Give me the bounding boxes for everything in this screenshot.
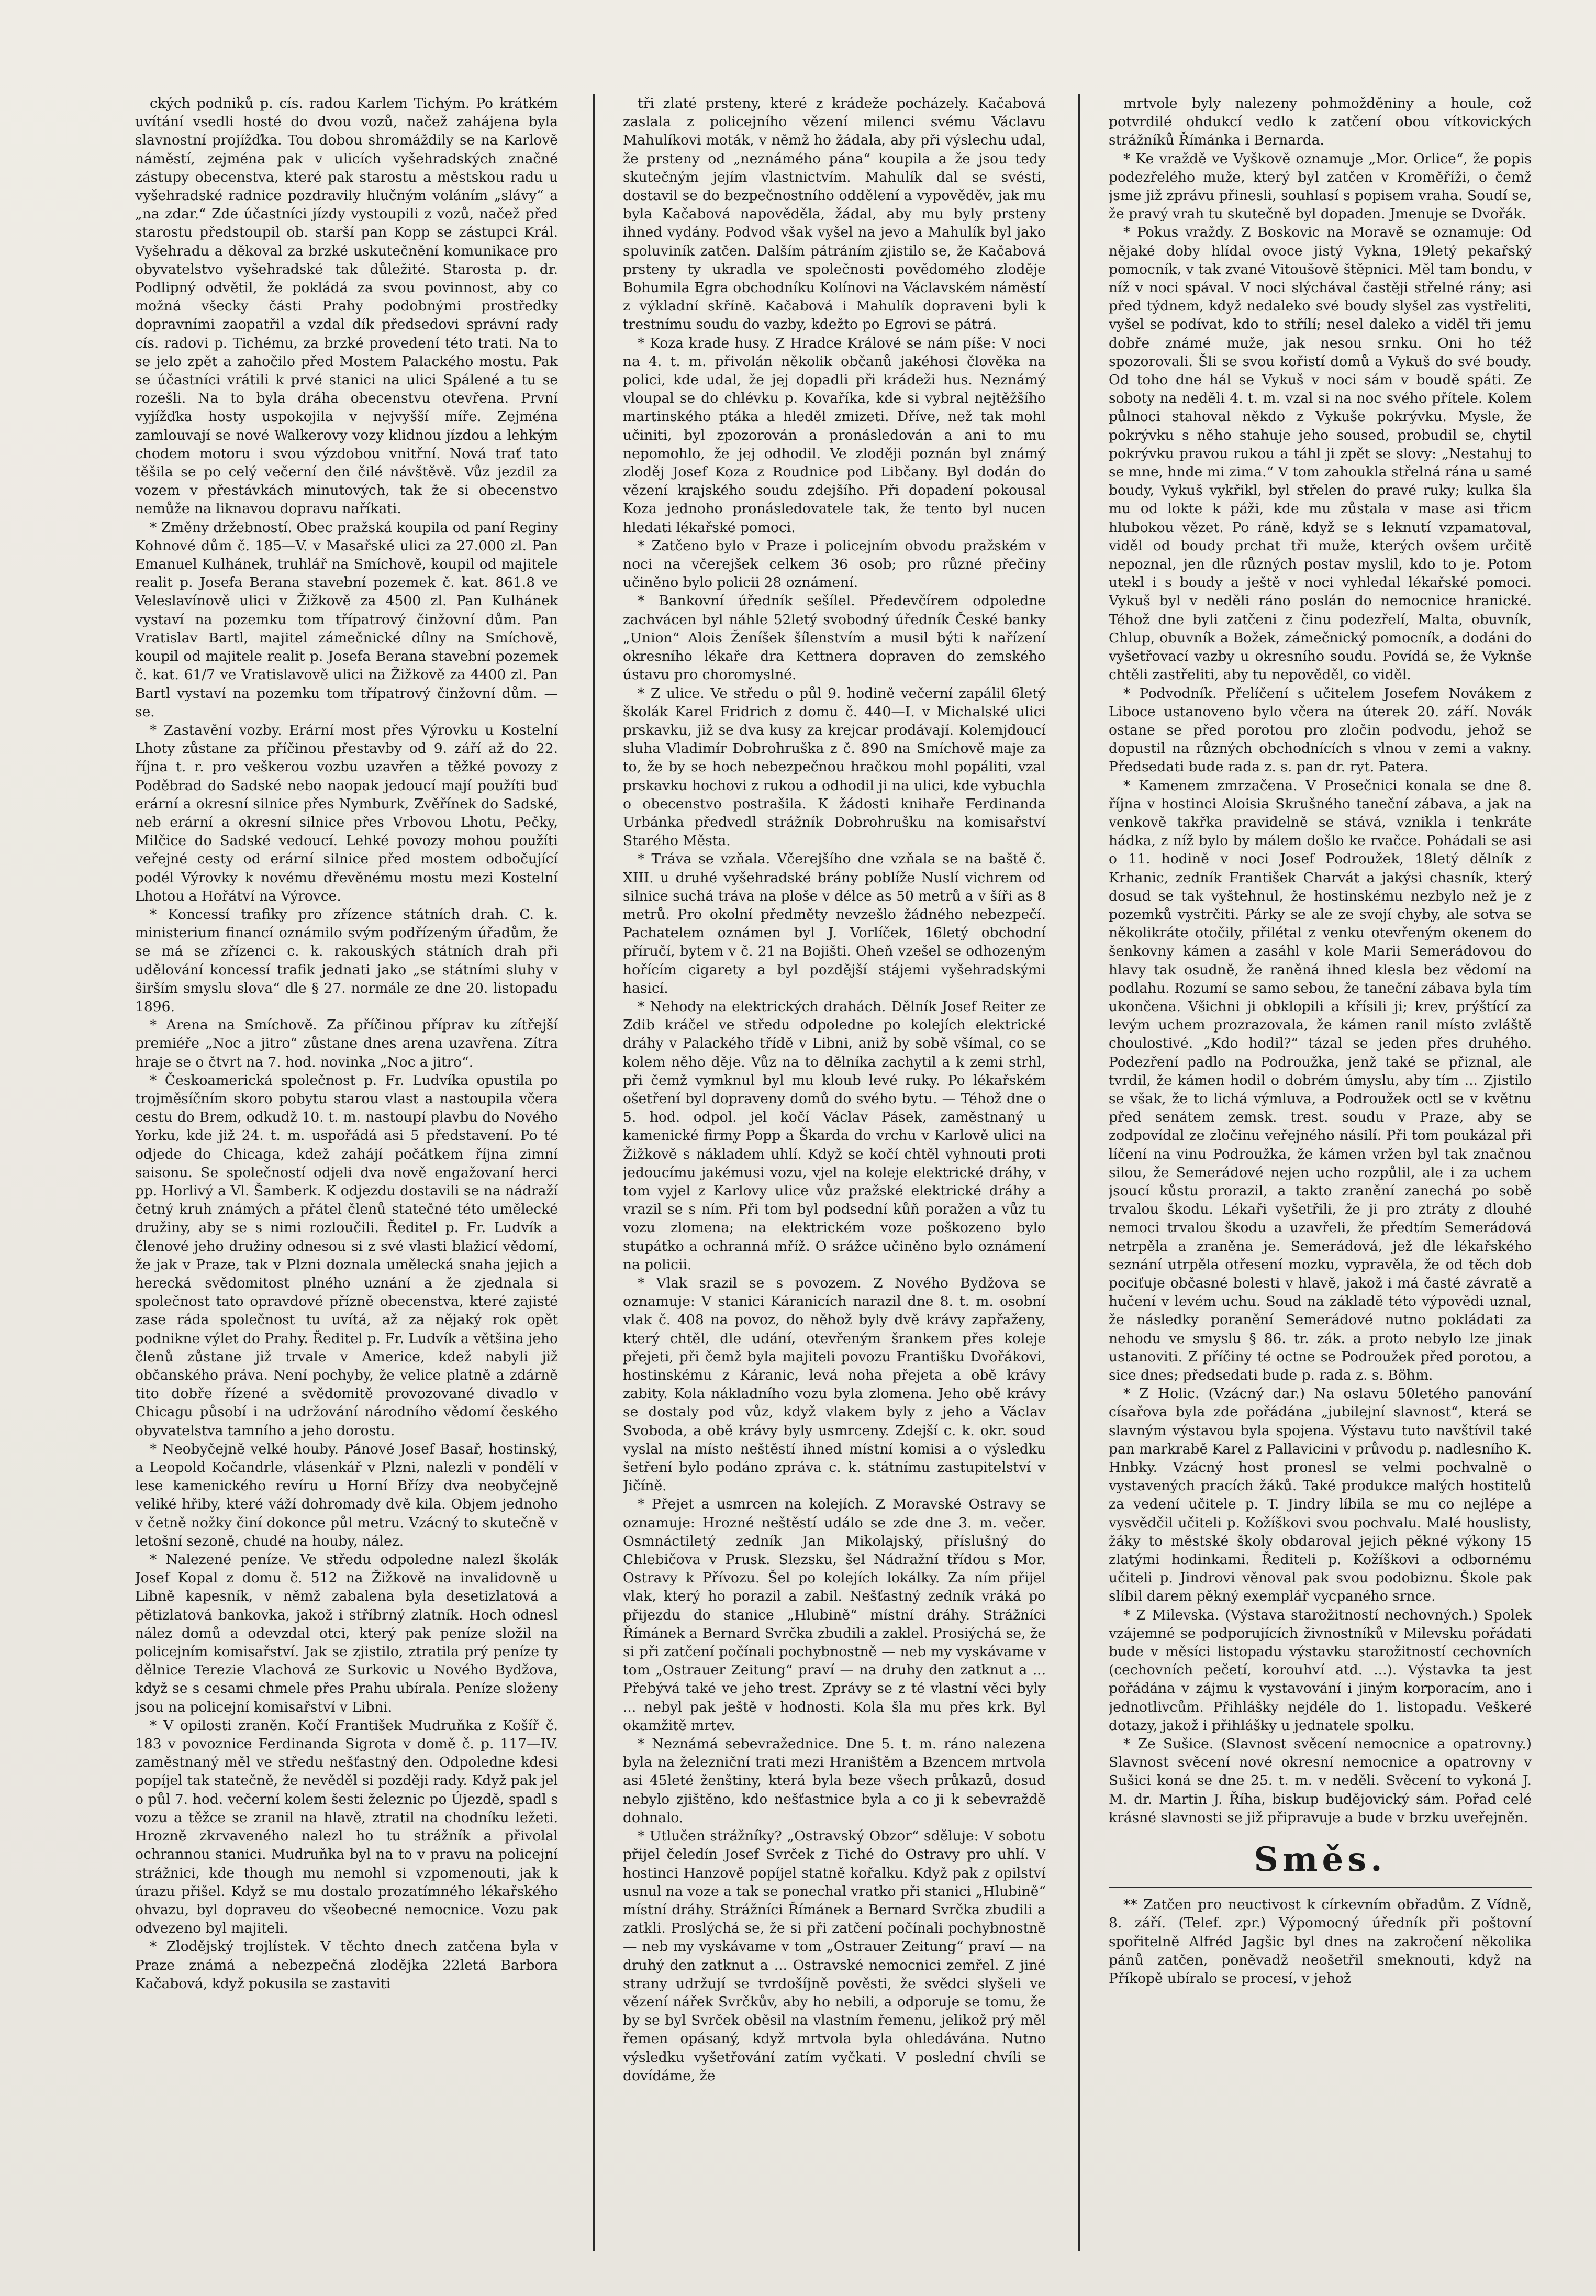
article-paragraph: tři zlaté prsteny, které z krádeže pocházely. Kačabová zaslala z policejního vězení milenci svému Václavu Mahulíkovi moták, v němž ho žádala, aby při výslechu udal, že prsteny od „neznámého pána“ koupila a že jsou tedy skutečným jejím vlastnictvím. Mahulík dal se svésti, dostavil se do bezpečnostního oddělení a vypověděv, jak mu byla Kačabová napověděla, žádal, aby mu byly prsteny ihned vydány. Podvod však vyšel na jevo a Mahulík byl jako spoluviník zatčen. Dalším pátráním zjistilo se, že Kačabová prsteny ty ukradla ve společnosti povědomého zloděje Bohumila Egra obchodníku Kolínovi na Václavském náměstí z výkladní skříně. Kačabová i Mahulík dopraveni byli k trestnímu soudu do vazby, kdežto po Egrovi se pátrá. <box>623 95 1046 333</box>
article-paragraph: * Přejet a usmrcen na kolejích. Z Moravské Ostravy se oznamuje: Hrozné neštěstí událo se zde dne 3. m. večer. Osmnáctiletý zedník Jan Mikolajský, příslušný do Chlebičova v Prusk. Slezsku, šel Nádražní třídou s Mor. Ostravy k Přívozu. Šel po kolejích lokálky. Za ním přijel vlak, který ho porazil a zabil. Nešťastný zedník vráká po přijezdu do stanice „Hlubině“ místní dráhy. Strážníci Římánek a Bernard Svrčka zbudili a zaklel. Prosiýchá se, že si při zatčení počínali pochybnostně — neb my vyskávame v tom „Ostrauer Zeitung“ praví — na druhy den zatknut a ... Přebývá také ve jeho trest. Zprávy se z té vlastní věci byly ... nebyl pak ještě v hodnosti. Kola šla mu přes krk. Byl okamžitě mrtev. <box>623 1496 1046 1734</box>
article-paragraph: ** Zatčen pro neuctivost k církevním obřadům. Z Vídně, 8. září. (Telef. zpr.) Výpomocný úředník při poštovní spořitelně Alfréd Jagšic byl dnes na zakročení několika pánů zatčen, poněvadž neošetřil smeknouti, když na Příkopě ubíralo se procesí, v jehož <box>1109 1896 1532 1987</box>
article-paragraph: * Nalezené peníze. Ve středu odpoledne nalezl školák Josef Kopal z domu č. 512 na Žižkově na invalidovně u Libně kapesník, v němž zabalena byla desetizlatová a pětizlatová bankovka, jakož i stříbrný zlatník. Hoch odnesl nález domů a odevzdal otci, který pak peníze složil na policejním komisařství. Jak se zjistilo, ztratila prý peníze ty dělnice Terezie Vlachová ze Surkovic u Nového Bydžova, když se s cesami chmele přes Prahu ubírala. Peníze složeny jsou na policejní komisařství v Libni. <box>135 1551 558 1715</box>
article-paragraph: * Zatčeno bylo v Praze i policejním obvodu pražském v noci na včerejšek celkem 36 osob; pro různé přečiny učiněno bylo policii 28 oznámení. <box>623 537 1046 591</box>
article-paragraph: mrtvole byly nalezeny pohmožděniny a houle, což potvrdilé ohdukcí vedlo k zatčení obou vítkovických strážníků Římánka i Bernarda. <box>1109 95 1532 149</box>
article-paragraph: * Koza krade husy. Z Hradce Králové se nám píše: V noci na 4. t. m. přivolán několik občanů jakéhosi člověka na polici, kde udal, že jej dopadli při krádeži hus. Neznámý vloupal se do chlévku p. Kovaříka, kde si vybral nejtěžšího martinského ptáka a hleděl zmizeti. Dříve, než tak mohl učiniti, byl zpozorován a pronásledován a ani to mu nepomohlo, že jej odhodil. Ve zloději poznán byl známý zloděj Josef Koza z Roudnice pod Libčany. Byl dodán do vězení krajského soudu zdejšího. Při dopadení pokousal Koza jednoho pronásledovatele tak, že tento byl nucen hledati lékařské pomoci. <box>623 335 1046 536</box>
article-paragraph: * Zlodějský trojlístek. V těchto dnech zatčena byla v Praze známá a nebezpečná zlodějka 22letá Barbora Kačabová, když pokusila se zastaviti <box>135 1938 558 1992</box>
column-2 <box>623 94 1046 2251</box>
article-paragraph: * Ze Sušice. (Slavnost svěcení nemocnice a opatrovny.) Slavnost svěcení nové okresní nemocnice a opatrovny v Sušici koná se dne 25. t. m. v neděli. Svěcení to vykoná J. M. dr. Martin J. Říha, biskup budějovický sám. Pořad celé krásné slavnosti se již připravuje a bude v brzku uveřejněn. <box>1109 1736 1532 1826</box>
article-paragraph: * Z Holic. (Vzácný dar.) Na oslavu 50letého panování císařova byla zde pořádána „jubilejní slavnost“, která se slavným výstavou byla spojena. Výstavu tuto navštívil také pan markrabě Karel z Pallavicini v průvodu p. nadlesního K. Hnbky. Vzácný host pronesl se velmi pochvalně o vystavených pracích žáků. Také produkce malých hostitelů za vedení učitele p. T. Jindry líbila se mu co nejlépe a vysvědčil učiteli p. Kožíškovi svou pochvalu. Malé houslisty, žáky to městské školy obdaroval jejich pěkné výkony 15 zlatými hodinkami. Řediteli p. Kožíškovi a odbornému učiteli p. Jindrovi věnoval pak svou podobiznu. Škole pak slíbil darem pěkný exemplář vycpaného srnce. <box>1109 1385 1532 1605</box>
article-paragraph: * Nehody na elektrických drahách. Dělník Josef Reiter ze Zdib kráčel ve středu odpoledne po kolejích elektrické dráhy v Palackého třídě v Libni, aniž by sobě všímal, co se kolem něho děje. Vůz na to dělníka zachytil a k zemi strhl, při čemž vymknul byl mu kloub levé ruky. Po lékařském ošetření byl dopraveny domů do svého bytu. — Téhož dne o 5. hod. odpol. jel kočí Václav Pásek, zaměstnaný u kamenické firmy Popp a Škarda do vrchu v Karlově ulici na Žižkově s nákladem uhlí. Když se kočí chtěl vyhnouti proti jedoucímu jakémusi vozu, vjel na koleje elektrické dráhy, v tom vyjel z Karlovy ulice vůz pražské elektrické dráhy a vrazil se s ním. Při tom byl podsední kůň poražen a vůz tu vozu zlomena; na elektrickém voze poškozeno bylo stupátko a ochranná mříž. O srážce učiněno bylo oznámení na policii. <box>623 998 1046 1273</box>
section-heading-smes: Směs. <box>1254 1840 1387 1880</box>
article-paragraph: ckých podniků p. cís. radou Karlem Tichým. Po krátkém uvítání vsedli hosté do dvou vozů, načež zahájena byla slavnostní projížďka. Tou dobou shromáždily se na Karlově náměstí, zejména pak v ulicích vyšehradských značné zástupy obecenstva, které pak starostu a městskou radu u vyšehradské radnice pozdravily hlučným voláním „slávy“ a „na zdar.“ Zde účastníci jízdy vystoupili z vozů, načež před starostu předstoupil ob. starší pan Kopp se zástupci Král. Vyšehradu a děkoval za brzké uskutečnění komunikace pro obyvatelstvo vyšehradské tak důležité. Starosta p. dr. Podlipný odvětil, že pokládá za svou povinnost, aby co možná všecky části Prahy podobnými prostředky dopravními zaopatřil a vzdal dík předsedovi správní rady cís. radovi p. Tichému, za brzké provedení této trati. Na to se jelo zpět a zahočilo před Mostem Palackého mostu. Pak se účastníci vrátili k prvé stanici na ulici Spálené a tu se rozešli. Na to byla dráha obecenstvu otevřena. První vyjížďka hosty uspokojila v nejvyšší míře. Zejména zamlouvají se nové Walkerovy vozy klidnou jízdou a lehkým chodem motoru i svou výzdobou vnitřní. Nová trať tato těšila se po celý večerní den čilé návštěvě. Vůz jezdil za vozem v přestávkách minutových, tak že si obecenstvo nemůže na liknavou dopravu naříkati. <box>135 95 558 517</box>
column-3 <box>1109 94 1532 2251</box>
article-paragraph: * Zastavění vozby. Erární most přes Výrovku u Kostelní Lhoty zůstane za příčinou přestavby od 9. září až do 22. října t. r. pro veškerou vozbu uzavřen a těžké povozy z Poděbrad do Sadské nebo naopak jedoucí mají použíti buď erární a okresní silnice přes Nymburk, Zvěřínek do Sadské, neb erární a okresní silnice přes Vrbovou Lhotu, Pečky, Milčice do Sadské vedoucí. Lehké povozy mohou použíti veřejné cesty od erární silnice před mostem odbočující podél Výrovky k novému dřevěnému mostu mezi Kostelní Lhotou a Hořátví na Výrovce. <box>135 722 558 904</box>
article-paragraph: * Koncessí trafiky pro zřízence státních drah. C. k. ministerium financí oznámilo svým podřízeným úřadům, že se má se zřízenci c. k. rakouských státních drah při udělování koncessí trafik jednati jako „se státními sluhy v širším smyslu slova“ dle § 27. normále ze dne 20. listopadu 1896. <box>135 906 558 1015</box>
article-paragraph: * Českoamerická společnost p. Fr. Ludvíka opustila po trojměsíčním skoro pobytu starou vlast a nastoupila včera cestu do Brem, odkudž 10. t. m. nastoupí plavbu do Nového Yorku, kde již 24. t. m. uspořádá asi 5 představení. Po té odjede do Chicaga, kdež zahájí počátkem října zimní saisonu. Se společností odjeli dva nově engažovaní herci pp. Horlivý a Vl. Šamberk. K odjezdu dostavili se na nádraží četný kruh známých a přátel členů statečné této umělecké družiny, aby se s nimi rozloučili. Ředitel p. Fr. Ludvík a členové jeho družiny odnesou si z své vlasti blažicí vědomí, že jak v Praze, tak v Plzni doznala umělecká snaha jejich a herecká svědomitost plného uznání a že zjednala si společnost tato opravdové přízně obecenstva, které zajisté zase ráda společnost tu uvítá, až za nějaký rok opět podnikne výlet do Prahy. Ředitel p. Fr. Ludvík a většina jeho členů zůstane již trvale v Americe, kdež nabyli již občanského práva. Není pochyby, že velice platně a zdárně tito dobře řízené a svědomitě provozované divadlo v Chicagu působí i na udržování národního vědomí českého obyvatelstva tamního a jeho dorostu. <box>135 1072 558 1439</box>
article-paragraph: * Tráva se vzňala. Včerejšího dne vzňala se na baště č. XIII. u druhé vyšehradské brány poblíže Nuslí vichrem od silnice suchá tráva na ploše v délce as 50 metrů a v šíři as 8 metrů. Pro okolní předměty nevzešlo žádného nebezpečí. Pachatelem oznámen byl J. Vorlíček, 16letý obchodní příručí, bytem v č. 21 na Bojišti. Oheň vzešel se odhozeným hořícím cigarety a byl pozdější stájemi vyšehradskými hasicí. <box>623 851 1046 996</box>
column-rule-2 <box>1078 94 1080 2251</box>
article-paragraph: * Změny držebností. Obec pražská koupila od paní Reginy Kohnové dům č. 185—V. v Masařské ulici za 27.000 zl. Pan Emanuel Kulhánek, truhlář na Smíchově, koupil od majitele realit p. Josefa Berana stavební pozemek č. kat. 861.8 ve Veleslavínově ulici v Žižkově za 4500 zl. Pan Kulhánek vystaví na pozemku tom třípatrový činžovní dům. Pan Vratislav Bartl, majitel zámečnické dílny na Smíchově, koupil od majitele realit p. Josefa Berana stavební pozemek č. kat. 61/7 ve Vratislavově ulici na Žižkově za 4400 zl. Pan Bartl vystaví na pozemku tom třípatrový činžovní dům. —se. <box>135 519 558 720</box>
article-paragraph: * Utlučen strážníky? „Ostravský Obzor“ sděluje: V sobotu přijel čeledín Josef Svrček z Tiché do Ostravy pro uhlí. V hostinci Hanzově popíjel statně kořalku. Když pak z opilství usnul na voze a tak se ponechal vratko při stanici „Hlubině“ místní dráhy. Strážníci Římánek a Bernard Svrčka zbudili a zatkli. Proslýchá se, že si při zatčení počínali pochybnostně — neb my vyskávame v tom „Ostrauer Zeitung“ praví — na druhý den zatknut a ... Ostravské nemocnici zemřel. Z jiné strany udržují se tvrdošíjně pověsti, že svědci slyšeli ve vězení nářek Svrčkův, aby ho nebili, a odporuje se tomu, že by se byl Svrček oběsil na vlastním řemenu, jelikož prý měl řemen opásaný, když mrtvola byla ohledávána. Nutno výsledku vyšetřování zatím vyčkati. V poslední chvíli se dovídáme, že <box>623 1828 1046 2084</box>
article-paragraph: * Ke vraždě ve Vyškově oznamuje „Mor. Orlice“, že popis podezřelého muže, který byl zatčen v Kroměříži, o čemž jsme již zprávu přinesli, souhlasí s popisem vraha. Soudí se, že pravý vrah tu skutečně byl dopaden. Jmenuje se Dvořák. <box>1109 150 1532 223</box>
article-paragraph: * Neobyčejně velké houby. Pánové Josef Basař, hostinský, a Leopold Kočandrle, vlásenkář v Plzni, nalezli v pondělí v lese kamenického revíru u Horní Břízy dva neobyčejně veliké hřiby, které váží dohromady dvě kila. Objem jednoho v četně nožky činí dokonce půl metru. Vzácný to skutečně v letošní sezoně, chudé na houby, nález. <box>135 1440 558 1549</box>
article-paragraph: * Neznámá sebevražednice. Dne 5. t. m. ráno nalezena byla na železniční trati mezi Hraništěm a Bzencem mrtvola asi 45leté ženštiny, která byla beze všech průkazů, dosud nebylo zjištěno, kdo nešťastnice byla a co ji k sebevraždě dohnalo. <box>623 1736 1046 1826</box>
article-paragraph: * Podvodník. Přelíčení s učitelem Josefem Novákem z Liboce ustanoveno bylo včera na úterek 20. září. Novák ostane se před porotou pro zločin podvodu, jehož se dopustil na různých obchodnících s vlnou v zemi a vakny. Předsedati bude rada z. s. pan dr. ryt. Patera. <box>1109 685 1532 775</box>
article-paragraph: * Pokus vraždy. Z Boskovic na Moravě se oznamuje: Od nějaké doby hlídal ovoce jistý Vykna, 19letý pekařský pomocník, v tak zvané Vitoušově štěpnici. Měl tam bondu, v níž v noci spával. V noci slýchával častěji střelné rány; asi před týdnem, když nedaleko své boudy slyšel zas vystřeliti, vyšel se podívat, kdo to střílí; nesel daleko a viděl tři jemu dobře známé muže, jak nesou srnku. Oni ho též spozorovali. Šli se svou kořistí domů a Vykuš do své boudy. Od toho dne hál se Vykuš v noci sám v boudě spáti. Ze soboty na neděli 4. t. m. vzal si na noc svého přítele. Kolem půlnoci stahoval někdo z Vykuše pokrývku. Mysle, že pokrývku s něho stahuje jeho soused, probudil se, chytil pokrývku pravou rukou a táhl ji zpět se slovy: „Nestahuj to se mne, hnde mi zima.“ V tom zahoukla střelná rána u samé boudy, Vykuš vykřikl, byl střelen do pravé ruky; kulka šla mu od lokte k páži, kde mu zůstala v mase asi třicm hlubokou vězet. Po ráně, když se s leknutí vzpamatoval, viděl od boudy prchat tři muže, kterých ovšem určitě nepoznal, jen dle různých postav myslil, kdo to je. Potom utekl i s boudy a ještě v noci vyhledal lékařské pomoci. Vykuš byl v neděli ráno poslán do nemocnice hranické. Téhož dne byli zatčeni z činu podezřelí, Malta, obuvník, Chlup, obuvník a Božek, zámečnický pomocník, a dodáni do vyšetřovací vazby u okresního soudu. Povídá se, že Vyknše chtěli zastřeliti, aby tu nepověděl, co viděl. <box>1109 224 1532 683</box>
article-paragraph: * Kamenem zmrzačena. V Prosečnici konala se dne 8. října v hostinci Aloisia Skrušného taneční zábava, a jak na venkově takřka pravidelně se stává, vznikla i tenkráte hádka, z níž bylo by málem došlo ke rvačce. Pohádali se asi o 11. hodině v noci Josef Podroužek, 18letý dělník z Krhanic, zedník František Charvát a jakýsi chasník, který dosud se tak vyštehnul, že hostinskému nezbylo než je z pozemků vystrčiti. Párky se ale ze svojí chyby, ale sotva se několikráte otočily, přilétal z venku otevřeným okenem do šenkovny kámen a zasáhl v kole Marii Semerádovou do hlavy tak osudně, že raněná ihned klesla bez vědomí na podlahu. Rozumí se samo sebou, že taneční zábava byla tím ukončena. Všichni ji obklopili a křísili ji; krev, prýštící za levým uchem prozrazovala, že kámen ranil místo zvláště choulostivé. „Kdo hodil?“ tázal se jeden přes druhého. Podezření padlo na Podroužka, jenž také se přiznal, ale tvrdil, že kámen hodil o dobrém úmyslu, aby tím ... Zjistilo se však, že to lichá výmluva, a Podroužek octl se v květnu před senátem zemsk. trest. soudu v Praze, aby se zodpovídal ze zločinu veřejného násilí. Při tom poukázal při líčení na vinu Podroužka, že kámen vržen byl tak značnou silou, že Semerádové nejen ucho rozpůlil, ale i za uchem jsoucí kůstu prorazil, a takto zranění zanechá po sobě trvalou škodu. Lékaři vyšetřili, že ji pro ztráty z dlouhé nemoci trvalou škodu a uzavřeli, že předtím Semerádová netrpěla a zraněna je. Semerádová, jež dle lékařského seznání utrpěla otřesení mozku, vypravěla, že od těch dob pociťuje občasné bolesti v hlavě, jakož i má časté závratě a hučení v levém uchu. Soud na základě této výpovědi uznal, že následky poranění Semerádové nutno pokládati za nehodu ve smyslu § 86. tr. zák. a proto nebylo lze jinak ustanoviti. Z příčiny té octne se Podroužek před porotou, a sice dnes; předsedati bude p. rada z. s. Böhm. <box>1109 777 1532 1384</box>
article-paragraph: * Z ulice. Ve středu o půl 9. hodině večerní zapálil 6letý školák Karel Fridrich z domu č. 440—I. v Michalské ulici prskavku, již se dva kusy za krejcar prodávají. Kolemjdoucí sluha Vladimír Dobrohruška z č. 890 na Smíchově maje za to, že by se hoch nebezpečnou hračkou mohl popáliti, vzal prskavku hochovi z rukou a odhodil ji na ulici, kde vybuchla o obecenstvo postrašila. K žádosti knihaře Ferdinanda Urbánka předvedl strážník Dobrohrušku na komisařství Starého Města. <box>623 685 1046 849</box>
article-paragraph: * Vlak srazil se s povozem. Z Nového Bydžova se oznamuje: V stanici Káranicích narazil dne 8. t. m. osobní vlak č. 408 na povoz, do něhož byly dvě krávy zapřaženy, který chtěl, dle udání, otevřeným šrankem přes koleje přejeti, při čemž byla majiteli povozu Františku Dvořákovi, hostinskému z Káranic, levá noha přejeta a obě krávy zabity. Kola nákladního vozu byla zlomena. Jeho obě krávy se dostaly pod vůz, když vlakem byly z jeho a Václav Svoboda, a obě krávy byly usmrceny. Zdejší c. k. okr. soud vyslal na místo neštěstí ihned místní komisi a o výsledku šetření bylo podáno zpráva c. k. státnímu zastupitelství v Jičíně. <box>623 1275 1046 1494</box>
article-paragraph: * Bankovní úředník sešílel. Předevčírem odpoledne zachvácen byl náhle 52letý svobodný úředník České banky „Union“ Alois Ženíšek šílenstvím a musil býti k nařízení okresního lékaře dra Kettnera dopraven do zemského ústavu pro choromyslné. <box>623 593 1046 683</box>
article-paragraph: * Z Milevska. (Výstava starožitností nechovných.) Spolek vzájemné se podporujících živnostníků v Milevsku pořádati bude v měsíci listopadu výstavku starožitností cechovních (cechovních pečetí, korouhví atd. ...). Výstavka ta jest pořádána v zájmu k vystavování i jiným korporacím, ano i jednotlivcům. Přihlášky nejdéle do 1. listopadu. Veškeré dotazy, jakož i přihlášky u jednatele spolku. <box>1109 1606 1532 1734</box>
article-paragraph: * Arena na Smíchově. Za příčinou příprav ku zítřejší premiéře „Noc a jitro“ zůstane dnes arena uzavřena. Zítra hraje se o čtvrt na 7. hod. novinka „Noc a jitro“. <box>135 1017 558 1070</box>
article-paragraph: * V opilosti zraněn. Kočí František Mudruňka z Košíř č. 183 v povoznice Ferdinanda Sigrota v domě č. p. 117—IV. zaměstnaný měl ve středu nešťastný den. Odpoledne kdesi popíjel tak statečně, že nevěděl si později rady. Když pak jel o půl 7. hod. večerní kolem šesti železnic po Újezdě, spadl s vozu a těžce se zranil na hlavě, ztratil na chodníku ležeti. Hrozně zkrvaveného nalezl ho tu strážník a přivolal ochrannou stanici. Mudruňka byl na to v pravu na policejní strážnici, kde though mu nemohl si vzpomenouti, jak k úrazu přišel. Když se mu dostalo prozatímného lékařského ohvazu, byl dopraveu do všeobecné nemocnice. Vozu pak odvezeno byl majiteli. <box>135 1717 558 1937</box>
section-divider <box>1109 1887 1532 1888</box>
column-1 <box>135 94 558 2251</box>
column-rule-1 <box>593 94 595 2251</box>
